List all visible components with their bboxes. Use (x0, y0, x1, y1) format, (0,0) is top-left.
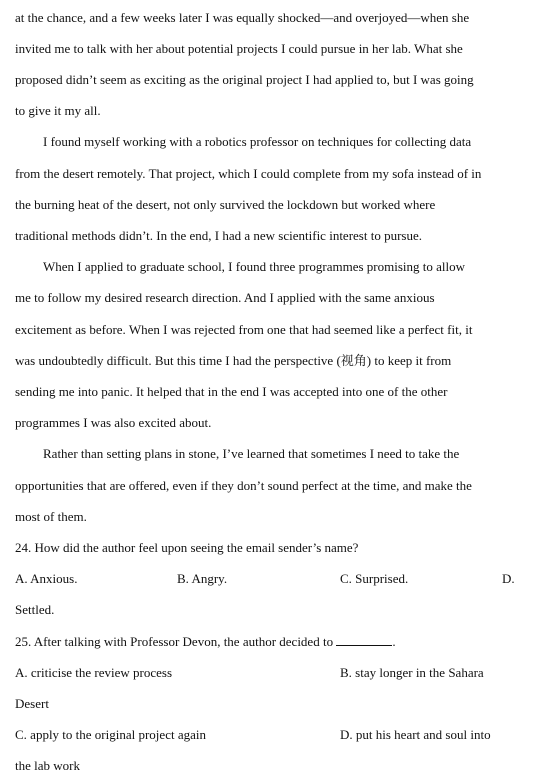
passage-line: When I applied to graduate school, I found three programmes promising to allow (43, 259, 466, 274)
question-25-option-d[interactable]: D. put his heart and soul into (340, 727, 491, 742)
passage-line: at the chance, and a few weeks later I was equally shocked—and overjoyed—when she (15, 10, 470, 25)
question-25-stem-text: 25. After talking with Professor Devon, the author decided to (15, 634, 334, 649)
passage-line: me to follow my desired research direction. And I applied with the same anxious (15, 290, 435, 305)
question-25-stem-end: . (392, 634, 396, 649)
passage-line: from the desert remotely. That project, which I could complete from my sofa instead of in (15, 166, 482, 181)
passage-line: Rather than setting plans in stone, I’ve learned that sometimes I need to take the (43, 446, 460, 461)
question-25-option-c[interactable]: C. apply to the original project again (15, 727, 206, 742)
passage-line: the burning heat of the desert, not only survived the lockdown but worked where (15, 197, 436, 212)
passage-line: was undoubtedly difficult. But this time I had the perspective (视角) to keep it from (15, 353, 452, 368)
answer-blank (336, 633, 392, 646)
question-25-stem (15, 633, 527, 651)
passage-line: traditional methods didn’t. In the end, I had a new scientific interest to pursue. (15, 228, 422, 243)
question-25-option-a[interactable]: A. criticise the review process (15, 665, 173, 680)
question-24-option-d[interactable]: D. (502, 571, 515, 586)
passage-line: most of them. (15, 509, 87, 524)
question-25-option-b-continued: Desert (15, 696, 49, 711)
passage-line: I found myself working with a robotics professor on techniques for collecting data (43, 134, 472, 149)
passage-line: to give it my all. (15, 103, 101, 118)
question-24-option-b[interactable]: B. Angry. (177, 571, 228, 586)
question-25-option-b[interactable]: B. stay longer in the Sahara (340, 665, 484, 680)
passage-line: sending me into panic. It helped that in the end I was accepted into one of the other (15, 384, 448, 399)
passage-line: proposed didn’t seem as exciting as the original project I had applied to, but I was going (15, 72, 474, 87)
question-24-stem: 24. How did the author feel upon seeing the email sender’s name? (15, 540, 359, 555)
passage-line: excitement as before. When I was rejected from one that had seemed like a perfect fit, it (15, 322, 473, 337)
question-24-option-a[interactable]: A. Anxious. (15, 571, 78, 586)
passage-line: programmes I was also excited about. (15, 415, 212, 430)
passage-line: invited me to talk with her about potential projects I could pursue in her lab. What she (15, 41, 463, 56)
passage-line: opportunities that are offered, even if they don’t sound perfect at the time, and make the (15, 478, 472, 493)
question-24-option-c[interactable]: C. Surprised. (340, 571, 409, 586)
question-24-option-d-continued: Settled. (15, 602, 55, 617)
question-25-option-d-continued: the lab work (15, 758, 80, 773)
